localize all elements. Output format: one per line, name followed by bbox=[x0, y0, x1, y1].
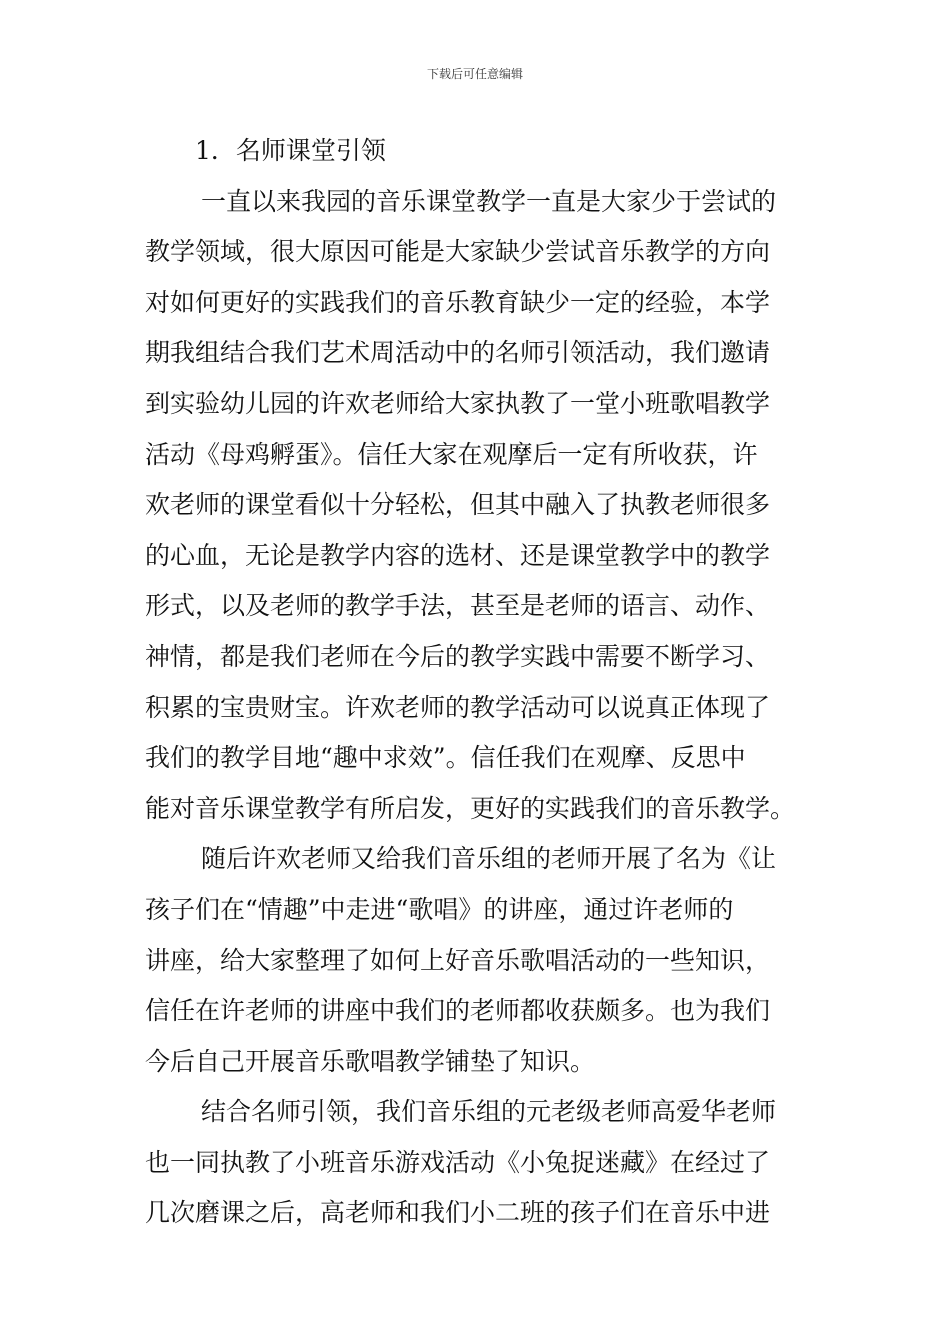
text-line: 随后许欢老师又给我们音乐组的老师开展了名为《让 bbox=[201, 844, 777, 874]
text-line: 形式，以及老师的教学手法，甚至是老师的语言、动作、 bbox=[145, 591, 771, 621]
text-line: 活动《母鸡孵蛋》。信任大家在观摩后一定有所收获，许 bbox=[145, 439, 758, 469]
text-line: 欢老师的课堂看似十分轻松，但其中融入了执教老师很多 bbox=[145, 490, 771, 520]
text-line: 期我组结合我们艺术周活动中的名师引领活动，我们邀请 bbox=[145, 338, 771, 368]
text-line: 我们的教学目地“趣中求效”。信任我们在观摩、反思中 bbox=[145, 743, 746, 773]
text-line: 孩子们在“情趣”中走进“歌唱》的讲座，通过许老师的 bbox=[145, 894, 734, 924]
text-line: 的心血，无论是教学内容的选材、还是课堂教学中的教学 bbox=[145, 540, 771, 570]
page-header: 下载后可任意编辑 bbox=[426, 67, 523, 81]
text-line: 到实验幼儿园的许欢老师给大家执教了一堂小班歌唱教学 bbox=[145, 388, 771, 418]
text-line: 信任在许老师的讲座中我们的老师都收获颇多。也为我们 bbox=[145, 996, 771, 1026]
text-line: 也一同执教了小班音乐游戏活动《小兔捉迷藏》在经过了 bbox=[145, 1147, 771, 1177]
text-line: 讲座，给大家整理了如何上好音乐歌唱活动的一些知识， bbox=[145, 945, 771, 975]
text-line: 积累的宝贵财宝。许欢老师的教学活动可以说真正体现了 bbox=[145, 692, 771, 722]
text-line: 一直以来我园的音乐课堂教学一直是大家少于尝试的 bbox=[201, 186, 777, 216]
text-line: 教学领域，很大原因可能是大家缺少尝试音乐教学的方向 bbox=[145, 237, 771, 267]
document-body bbox=[145, 126, 810, 1239]
text-line: 神情，都是我们老师在今后的教学实践中需要不断学习、 bbox=[145, 641, 771, 671]
section-heading: 1．名师课堂引领 bbox=[195, 136, 386, 165]
text-line: 几次磨课之后，高老师和我们小二班的孩子们在音乐中进 bbox=[145, 1198, 771, 1228]
text-line: 结合名师引领，我们音乐组的元老级老师高爱华老师 bbox=[201, 1097, 777, 1127]
text-line: 能对音乐课堂教学有所启发，更好的实践我们的音乐教学。 bbox=[145, 793, 796, 823]
text-line: 对如何更好的实践我们的音乐教育缺少一定的经验，本学 bbox=[145, 287, 771, 317]
text-line: 今后自己开展音乐歌唱教学铺垫了知识。 bbox=[145, 1046, 596, 1076]
